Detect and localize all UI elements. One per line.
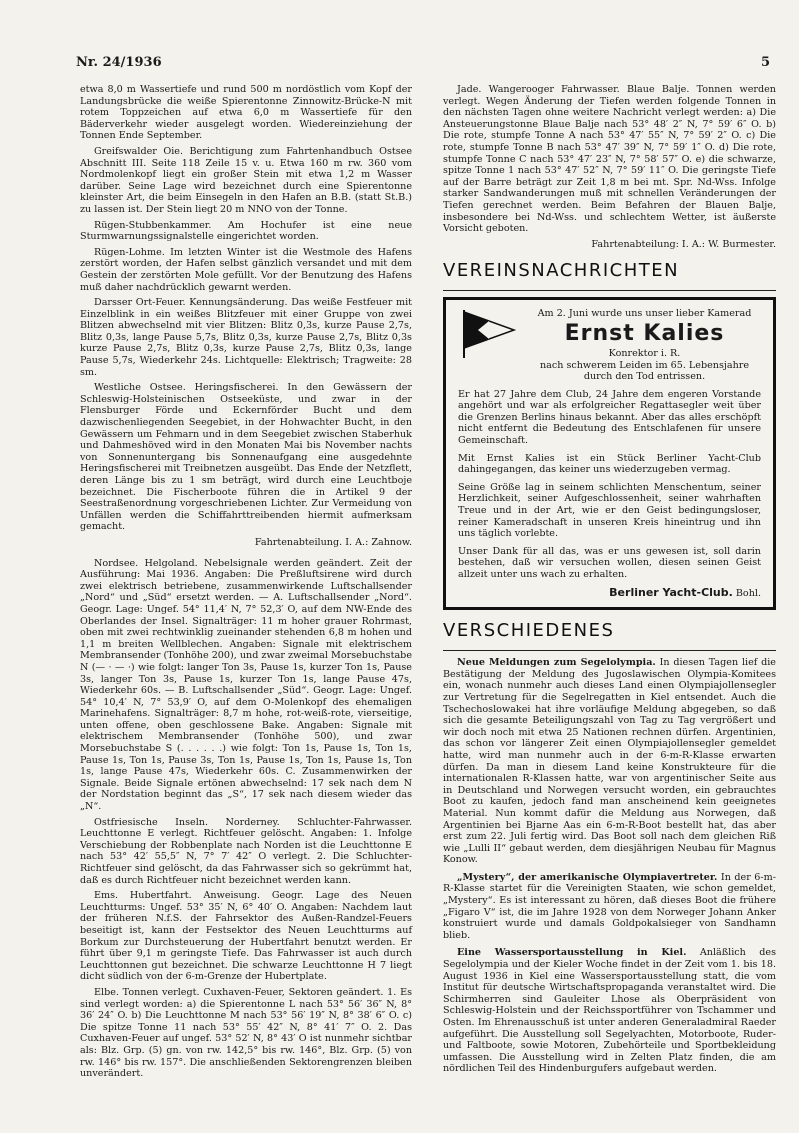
club-pennant-icon (458, 308, 518, 360)
obituary-paragraph: Seine Größe lag in seinem schlichten Menschentum, seiner Herzlichkeit, seiner Aufgeschlossenheit, seiner wahrhaften Treue und in der Art, wie er den Geist bedingungsloser, reiner Kameradschaft in unseren Kreis hineintrug und ihn uns täglich vorlebte. (458, 481, 761, 540)
news-text: Anläßlich des Segelolympia und der Kieler Woche findet in der Zeit vom 1. bis 18. August 1936 in Kiel eine Wassersportausstellung statt, die vom Institut für deutsche Wirtschaftspropaganda veranstaltet wird. Die Schirmherren sind Gauleiter Lhose als Oberpräsident von Schleswig-Holstein und der Reichssportführer von Tschammer und Osten. Im Ehrenausschuß ist unter anderen Generaladmiral Raeder aufgeführt. Die Ausstellung soll Segelyachten, Motorboote, Ruder- und Faltboote, sowie Motoren, Zubehörteile und Sportbekleidung umfassen. Die Ausstellung wird in Zelten Platz finden, die am nördlichen Teil des Hindenburgufers aufgebaut werden. (443, 947, 776, 1075)
signer-name: Bohl. (735, 587, 761, 599)
left-column (80, 84, 412, 1084)
notice-paragraph: Nordsee. Helgoland. Nebelsignale werden geändert. Zeit der Ausführung: Mai 1936. Angaben: Die Preßluftsirene wird durch zwei elektrisch betriebene, zusammenwirkende Luftschallsender „Nord“ und „Süd“ ersetzt werden. — A. Luftschallsender „Nord“. Geogr. Lage: Ungef. 54° 11,4′ N, 7° 52,3′ O, auf dem NW-Ende des Oberlandes der Insel. Signalträger: 11 m hoher grauer Rohrmast, oben mit zwei rechtwinklig zueinander stehenden 6,8 m hohen und 1,1 m breiten Wellblechen. Angaben: Signale mit elektrischem Membransender (Tonhöhe 200), und zwar zweimal Morsebuchstabe N (— · — ·) wie folgt: langer Ton 3s, Pause 1s, kurzer Ton 1s, Pause 3s, langer Ton 3s, Pause 1s, kurzer Ton 1s, lange Pause 47s, Wiederkehr 60s. — B. Luftschallsender „Süd“. Geogr. Lage: Ungef. 54° 10,4′ N, 7° 53,9′ O, auf dem O-Molenkopf des ehemaligen Marinehafens. Signalträger: 8,7 m hohe, rot-weiß-rote, vierseitige, unten offene, oben geschlossene Bake. Angaben: Signale mit elektrischem Membransender (Tonhöhe 500), und zwar Morsebuchstabe S (. . . . . .) wie folgt: Ton 1s, Pause 1s, Ton 1s, Pause 1s, Ton 1s, Pause 3s, Ton 1s, Pause 1s, Ton 1s, Pause 1s, Ton 1s, lange Pause 47s, Wiederkehr 60s. C. Zusammenwirken der Signale. Beide Signale ertönen abwechselnd: 17 sek nach dem N der Nordstation beginnt das „S“, 17 sek nach diesem wieder das „N“. (80, 557, 412, 813)
news-text: In diesen Tagen lief die Bestätigung der Meldung des Jugoslawischen Olympia-Komitees ein, wonach nunmehr auch dieses Land einen Olympiajollensegler zur Vertretung für die Segelregatten in Kiel entsendet. Auch die Tschechoslowakei hat ihre vorläufige Meldung abgegeben, so daß sich die gesamte Beteiligungszahl von Tag zu Tag vergrößert und wir doch noch mit etwa 25 Nationen rechnen dürfen. Argentinien, das schon vor längerer Zeit einen Olympiajollensegler gemeldet hatte, wird man nunmehr auch in der 6-m-R-Klasse erwarten dürfen. Da man in diesem Land keine Konstrukteure für die internationalen R-Klassen hatte, war von argentinischer Seite aus in Deutschland und Norwegen versucht worden, ein gebrauchtes Boot zu kaufen, jedoch fand man anscheinend kein geeignetes Material. Nun kommt dafür die Meldung aus Norwegen, daß Argentinien bei Bjarne Aas ein 6-m-R-Boot bestellt hat, das aber erst zum 22. Juli fertig wird. Das Boot soll nach dem gleichen Riß wie „Lulli II“ gebaut werden, dem diesjährigen Neubau für Magnus Konow. (443, 657, 776, 866)
news-headline: „Mystery“, der amerikanische Olympiavertreter. (457, 871, 718, 883)
news-item (443, 872, 776, 942)
obituary-intro: Am 2. Juni wurde uns unser lieber Kamerad (537, 308, 752, 320)
signature: Fahrtenabteilung: I. A.: W. Burmester. (591, 238, 776, 250)
issue-number: Nr. 24/1936 (76, 55, 162, 70)
obituary-signature (458, 587, 761, 600)
notice-paragraph: Darsser Ort-Feuer. Kennungsänderung. Das weiße Festfeuer mit Einzelblink in ein weißes Blitzfeuer mit einer Gruppe von zwei Blitzen abwechselnd mit vier Blitzen: Blitz 0,3s, kurze Pause 2,7s, Blitz 0,3s, lange Pause 5,7s, Blitz 0,3s, kurze Pause 2,7s, Blitz 0,3s kurze Pause 2,7s, Blitz 0,3s, kurze Pause 2,7s, Blitz 0,3s, lange Pause 5,7s, Wiederkehr 24s. Lichtquelle: Elektrisch; Tragweite: 28 sm. (80, 297, 412, 378)
section-rule (443, 290, 776, 291)
section-rule (443, 650, 776, 651)
notice-paragraph: Elbe. Tonnen verlegt. Cuxhaven-Feuer, Sektoren geändert. 1. Es sind verlegt worden: a) die Spierentonne L nach 53° 56′ 36″ N, 8° 36′ 24″ O. b) Die Leuchttonne M nach 53° 56′ 19″ N, 8° 38′ 6″ O. c) Die spitze Tonne 11 nach 53° 55′ 42″ N, 8° 41′ 7″ O. 2. Das Cuxhaven-Feuer auf ungef. 53° 52′ N, 8° 43′ O ist nunmehr sichtbar als: Blz. Grp. (5) gn. von rw. 142,5° bis rw. 146°, Blz. Grp. (5) von rw. 146° bis rw. 157°. Die anschließenden Sektorengrenzen bleiben unverändert. (80, 986, 412, 1080)
deceased-name: Ernst Kalies (564, 320, 725, 346)
notice-paragraph: Greifswalder Oie. Berichtigung zum Fahrtenhandbuch Ostsee Abschnitt III. Seite 118 Zeile 15 v. u. Etwa 160 m rw. 360 vom Nordmolenkopf liegt ein großer Stein mit etwa 1,2 m Wasser darüber. Seine Lage wird bezeichnet durch eine Spierentonne kleinster Art, die beim Einsegeln in den Hafen an B.B. (statt St.B.) zu lassen ist. Der Stein liegt 20 m NNO von der Tonne. (80, 145, 412, 215)
news-headline: Neue Meldungen zum Segelolympia. (457, 657, 656, 669)
news-item (443, 947, 776, 1075)
section-title-vereinsnachrichten: VEREINSNACHRICHTEN (443, 260, 680, 282)
obituary-line: nach schwerem Leiden im 65. Lebensjahre durch den Tod entrissen. (539, 359, 750, 383)
notice-paragraph: Rügen-Stubbenkammer. Am Hochufer ist eine neue Sturmwarnungssignalstelle eingerichtet worden. (80, 219, 412, 243)
section-title-verschiedenes: VERSCHIEDENES (443, 620, 615, 642)
notice-paragraph: Westliche Ostsee. Heringsfischerei. In den Gewässern der Schleswig-Holsteinischen Ostseeküste, und zwar in der Flensburger Förde und Eckernförder Bucht und dem dazwischenliegenden Seegebiet, in der Hohwachter Bucht, in den Gewässern um Fehmarn und in dem Seegebiet zwischen Staberhuk und Dahmeshöved wird in den Monaten Mai bis November nachts von Sonnenuntergang bis Sonnenaufgang eine ausgedehnte Heringsfischerei mit Treibnetzen ausgeübt. Das Ende der Netzflett, deren Länge bis zu 1 sm beträgt, wird durch eine Leuchtboje bezeichnet. Die Fischerboote führen die in Artikel 9 der Seestraßenordnung vorgeschriebenen Lichter. Zur Vermeidung von Unfällen werden die Schiffahrttreibenden hiermit aufmerksam gemacht. (80, 382, 412, 533)
right-column (443, 84, 776, 1079)
news-text: In der 6-m-R-Klasse startet für die Vereinigten Staaten, wie schon gemeldet, „Mystery“. Es ist interessant zu hören, daß dieses Boot die frühere „Figaro V“ ist, die im Jahre 1928 von dem Norweger Johann Anker konstruiert wurde und damals Goldpokalsieger von Sandhamn blieb. (443, 871, 776, 941)
obituary-paragraph: Unser Dank für all das, was er uns gewesen ist, soll darin bestehen, daß wir versuchen wollen, diesen seinen Geist allzeit unter uns wach zu erhalten. (458, 545, 761, 580)
notice-paragraph: Ems. Hubertfahrt. Anweisung. Geogr. Lage des Neuen Leuchtturms: Ungef. 53° 35′ N, 6° 40′ O. Angaben: Nachdem laut der früheren N.f.S. der Fahrsektor des Außen-Randzel-Feuers beseitigt ist, kann der Festsektor des Neuen Leuchtturms auf Borkum zur Durchsteuerung der Hubertfahrt benutzt werden. Er führt über 9,1 m geringste Tiefe. Das Fahrwasser ist auch durch Leuchttonnen gut bezeichnet. Die schwarze Leuchttonne H 7 liegt dicht südlich von der 6-m-Grenze der Hubertplate. (80, 890, 412, 983)
obituary-paragraph: Er hat 27 Jahre dem Club, 24 Jahre dem engeren Vorstande angehört und war als erfolgreicher Regattasegler weit über die Grenzen Berlins hinaus bekannt. Aber das alles erschöpft nicht entfernt die Bedeutung des Entschlafenen für unsere Gemeinschaft. (458, 388, 761, 447)
page-number: 5 (761, 55, 771, 70)
club-name: Berliner Yacht-Club. (609, 585, 733, 599)
signature: Fahrtenabteilung. I. A.: Zahnow. (254, 536, 412, 548)
notice-paragraph: Ostfriesische Inseln. Norderney. Schluchter-Fahrwasser. Leuchttonne E verlegt. Richtfeuer gelöscht. Angaben: 1. Infolge Verschiebung der Robbenplate nach Norden ist die Leuchttonne E nach 53° 42′ 55,5″ N, 7° 7′ 42″ O verlegt. 2. Die Schluchter-Richtfeuer sind gelöscht, da das Fahrwasser sich so gekrümmt hat, daß es durch Richtfeuer nicht bezeichnet werden kann. (80, 816, 412, 886)
obituary-paragraph: Mit Ernst Kalies ist ein Stück Berliner Yacht-Club dahingegangen, das keiner uns wiederzugeben vermag. (458, 452, 761, 476)
notice-paragraph: Jade. Wangerooger Fahrwasser. Blaue Balje. Tonnen werden verlegt. Wegen Änderung der Tiefen werden folgende Tonnen in den nächsten Tagen ohne weitere Nachricht verlegt werden: a) Die Ansteuerungstonne Blaue Balje nach 53° 48′ 2″ N, 7° 59′ 6″ O. b) Die rote, stumpfe Tonne A nach 53° 47′ 55″ N, 7° 59′ 2″ O. c) Die rote, stumpfe Tonne B nach 53° 47′ 39″ N, 7° 59′ 1″ O. d) Die rote, stumpfe Tonne C nach 53° 47′ 23″ N, 7° 58′ 57″ O. e) die schwarze, spitze Tonne 1 nach 53° 47′ 52″ N, 7° 59′ 11″ O. Die geringste Tiefe auf der Barre beträgt zur Zeit 1,8 m bei mt. Spr. Nd-Wss. Infolge starker Sandwanderungen muß mit schnellen Veränderungen der Tiefen gerechnet werden. Beim Befahren der Blauen Balje, insbesondere bei Nd-Wss. und schlechtem Wetter, ist äußerste Vorsicht geboten. (443, 84, 776, 235)
deceased-role: Konrektor i. R. (608, 347, 681, 359)
notice-paragraph: etwa 8,0 m Wassertiefe und rund 500 m nordöstlich vom Kopf der Landungsbrücke die weiße Spierentonne Zinnowitz-Brücke-N mit rotem Toppzeichen auf etwa 6,0 m Wassertiefe für den Bäderverkehr wieder ausgelegt worden. Wiedereinziehung der Tonnen Ende September. (80, 84, 412, 142)
obituary-box (443, 297, 776, 610)
notice-paragraph: Rügen-Lohme. Im letzten Winter ist die Westmole des Hafens zerstört worden, der Hafen selbst gänzlich versandet und mit dem Gestein der zerstörten Mole gefüllt. Vor der Benutzung des Hafens muß daher nachdrücklich gewarnt werden. (80, 246, 412, 293)
news-item (443, 657, 776, 866)
news-headline: Eine Wassersportausstellung in Kiel. (457, 947, 687, 959)
